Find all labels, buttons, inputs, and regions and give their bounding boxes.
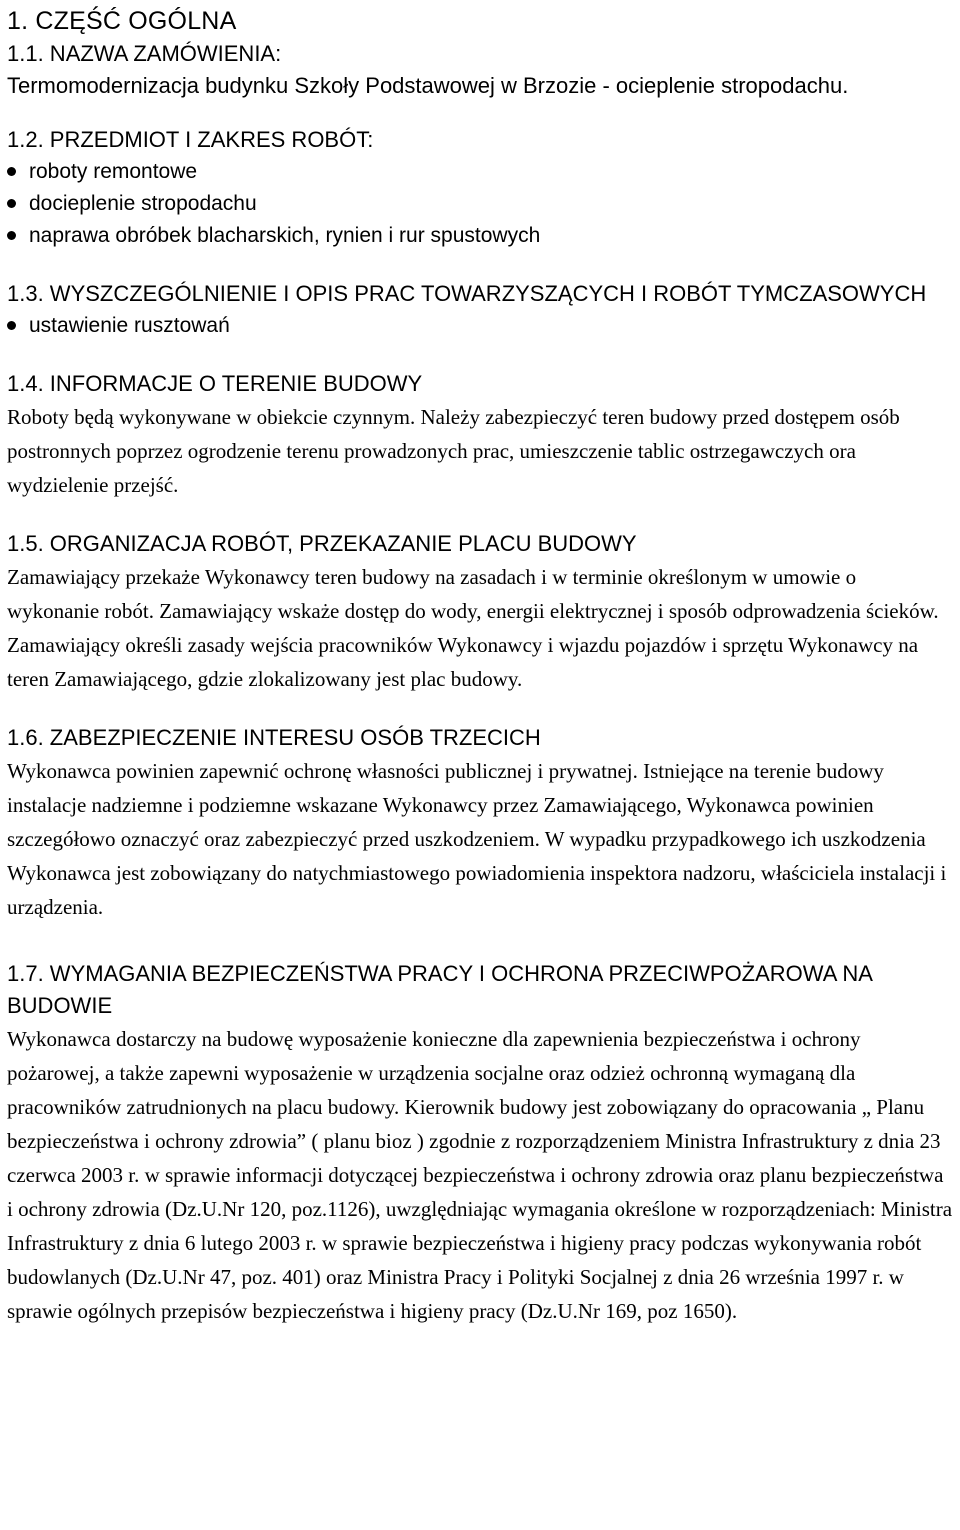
bullet-icon bbox=[7, 167, 16, 176]
section-1-2 bbox=[7, 124, 953, 252]
document-title: 1. CZĘŚĆ OGÓLNA bbox=[7, 7, 237, 35]
section-1-5 bbox=[7, 528, 953, 696]
section-1-6 bbox=[7, 722, 953, 924]
list-item-text: naprawa obróbek blacharskich, rynien i rur spustowych bbox=[29, 224, 541, 247]
section-paragraph: Wykonawca dostarczy na budowę wyposażenie konieczne dla zapewnienia bezpieczeństwa i ochrony pożarowej, a także zapewni wyposażenie w urządzenia socjalne oraz odzież ochronną wymaganą dla pracowników zatrudnionych na placu budowy. Kierownik budowy jest zobowiązany do opracowania „ Planu bezpieczeństwa i ochrony zdrowia” ( planu bioz ) zgodnie z rozporządzeniem Ministra Infrastruktury z dnia 23 czerwca 2003 r. w sprawie informacji dotyczącej bezpieczeństwa i ochrony zdrowia oraz planu bezpieczeństwa i ochrony zdrowia (Dz.U.Nr 120, poz.1126), uwzględniając wymagania określone w rozporządzeniach: Ministra Infrastruktury z dnia 6 lutego 2003 r. w sprawie bezpieczeństwa i higieny pracy podczas wykonywania robót budowlanych (Dz.U.Nr 47, poz. 401) oraz Ministra Pracy i Polityki Socjalnej z dnia 26 września 1997 r. w sprawie ogólnych przepisów bezpieczeństwa i higieny pracy (Dz.U.Nr 169, poz 1650). bbox=[7, 1027, 953, 1323]
list-item bbox=[7, 220, 953, 252]
list-item-text: roboty remontowe bbox=[29, 160, 198, 183]
section-1-3 bbox=[7, 278, 953, 342]
section-title: 1.3. WYSZCZEGÓLNIENIE I OPIS PRAC TOWARZYSZĄCYCH I ROBÓT TYMCZASOWYCH bbox=[7, 281, 927, 306]
bullet-icon bbox=[7, 199, 16, 208]
list-item bbox=[7, 310, 953, 342]
list-item-text: docieplenie stropodachu bbox=[29, 192, 257, 215]
spacer bbox=[7, 502, 953, 528]
section-paragraph: Zamawiający przekaże Wykonawcy teren budowy na zasadach i w terminie określonym w umowie o wykonanie robót. Zamawiający wskaże dostęp do wody, energii elektrycznej i sposób odprowadzenia ścieków. Zamawiający określi zasady wejścia pracowników Wykonawcy i wjazdu pojazdów i sprzętu Wykonawcy na teren Zamawiającego, gdzie zlokalizowany jest plac budowy. bbox=[7, 565, 939, 691]
section-text: Termomodernizacja budynku Szkoły Podstawowej w Brzozie - ocieplenie stropodachu. bbox=[7, 73, 849, 98]
section-title: 1.7. WYMAGANIA BEZPIECZEŃSTWA PRACY I OCHRONA PRZECIWPOŻAROWA NA BUDOWIE bbox=[7, 961, 872, 1018]
section-paragraph: Wykonawca powinien zapewnić ochronę własności publicznej i prywatnej. Istniejące na terenie budowy instalacje nadziemne i podziemne wskazane Wykonawcy przez Zamawiającego, Wykonawca powinien szczegółowo oznaczyć oraz zabezpieczyć przed uszkodzeniem. W wypadku przypadkowego ich uszkodzenia Wykonawca jest zobowiązany do natychmiastowego powiadomienia inspektora nadzoru, właściciela instalacji i urządzenia. bbox=[7, 759, 947, 919]
spacer bbox=[7, 102, 953, 124]
spacer bbox=[7, 342, 953, 368]
section-title: 1.2. PRZEDMIOT I ZAKRES ROBÓT: bbox=[7, 127, 374, 152]
section-paragraph: Roboty będą wykonywane w obiekcie czynnym. Należy zabezpieczyć teren budowy przed dostępem osób postronnych poprzez ogrodzenie terenu prowadzonych prac, umieszczenie tablic ostrzegawczych ora wydzielenie przejść. bbox=[7, 405, 900, 497]
section-1-1 bbox=[7, 38, 953, 102]
document-page bbox=[7, 4, 953, 1328]
spacer bbox=[7, 696, 953, 722]
bullet-list bbox=[7, 310, 953, 342]
list-item bbox=[7, 188, 953, 220]
section-1-7 bbox=[7, 958, 953, 1328]
section-title: 1.1. NAZWA ZAMÓWIENIA: bbox=[7, 41, 282, 66]
bullet-list bbox=[7, 156, 953, 252]
spacer bbox=[7, 252, 953, 278]
section-1-4 bbox=[7, 368, 953, 502]
list-item bbox=[7, 156, 953, 188]
bullet-icon bbox=[7, 321, 16, 330]
section-title: 1.6. ZABEZPIECZENIE INTERESU OSÓB TRZECICH bbox=[7, 725, 541, 750]
spacer bbox=[7, 924, 953, 958]
bullet-icon bbox=[7, 231, 16, 240]
section-title: 1.4. INFORMACJE O TERENIE BUDOWY bbox=[7, 371, 423, 396]
section-title: 1.5. ORGANIZACJA ROBÓT, PRZEKAZANIE PLACU BUDOWY bbox=[7, 531, 637, 556]
list-item-text: ustawienie rusztowań bbox=[29, 314, 230, 337]
